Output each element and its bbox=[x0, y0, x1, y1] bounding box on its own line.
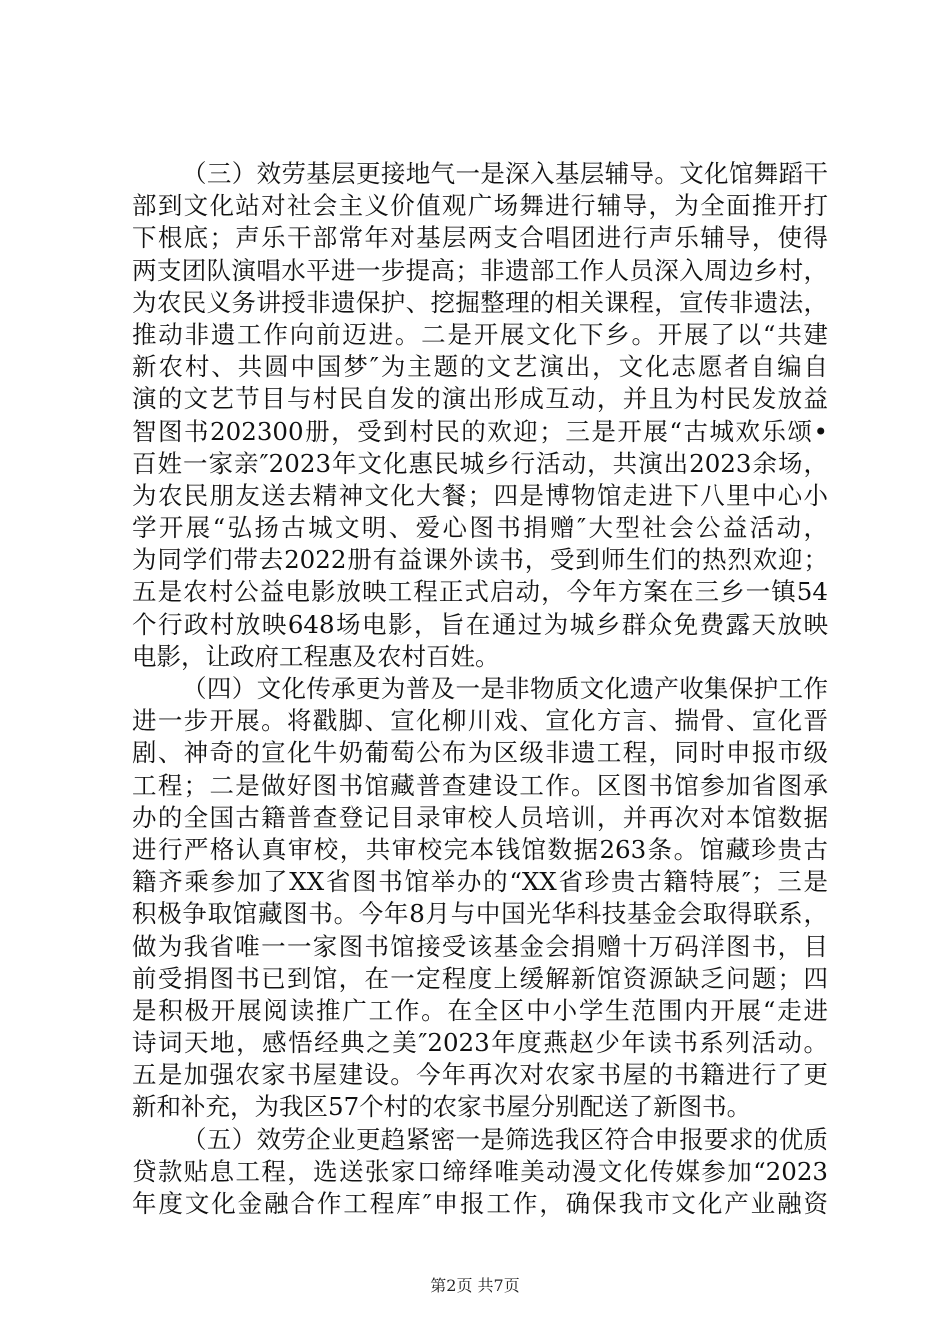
text-line: 进行严格认真审校，共审校完本钱馆数据263条。馆藏珍贵古 bbox=[132, 834, 828, 864]
text-line: 诗词天地，感悟经典之美″2023年度燕赵少年读书系列活动。 bbox=[132, 1028, 828, 1058]
text-line: 百姓一家亲″2023年文化惠民城乡行活动，共演出2023余场， bbox=[132, 448, 828, 478]
text-line: （五）效劳企业更趋紧密一是筛选我区符合申报要求的优质 bbox=[182, 1124, 828, 1154]
text-line: 为农民义务讲授非遗保护、挖掘整理的相关课程，宣传非遗法， bbox=[132, 287, 828, 317]
text-line: 年度文化金融合作工程库″申报工作，确保我市文化产业融资 bbox=[132, 1189, 828, 1218]
text-line: （三）效劳基层更接地气一是深入基层辅导。文化馆舞蹈干 bbox=[182, 159, 828, 188]
text-line: 个行政村放映648场电影，旨在通过为城乡群众免费露天放映 bbox=[132, 609, 828, 639]
document-body bbox=[132, 158, 828, 1220]
text-line: 前受捐图书已到馆，在一定程度上缓解新馆资源缺乏问题；四 bbox=[132, 963, 828, 993]
text-line: 办的全国古籍普查登记目录审校人员培训，并再次对本馆数据 bbox=[132, 802, 828, 832]
text-line: （四）文化传承更为普及一是非物质文化遗产收集保护工作 bbox=[182, 674, 828, 703]
text-line: 学开展“弘扬古城文明、爱心图书捐赠″大型社会公益活动， bbox=[132, 513, 828, 543]
text-line: 剧、神奇的宣化牛奶葡萄公布为区级非遗工程，同时申报市级 bbox=[132, 738, 828, 768]
text-line: 五是农村公益电影放映工程正式启动，今年方案在三乡一镇54 bbox=[132, 577, 828, 607]
page-number-footer: 第2页 共7页 bbox=[430, 1276, 520, 1295]
text-line: 电影，让政府工程惠及农村百姓。 bbox=[132, 641, 500, 671]
text-line: 新和补充，为我区57个村的农家书屋分别配送了新图书。 bbox=[132, 1092, 752, 1122]
text-line: 两支团队演唱水平进一步提高；非遗部工作人员深入周边乡村， bbox=[132, 255, 828, 285]
text-line: 推动非遗工作向前迈进。二是开展文化下乡。开展了以“共建 bbox=[132, 319, 828, 349]
text-line: 五是加强农家书屋建设。今年再次对农家书屋的书籍进行了更 bbox=[132, 1060, 828, 1090]
text-line: 贷款贴息工程，选送张家口缔绎唯美动漫文化传媒参加“2023 bbox=[132, 1156, 828, 1186]
text-line: 下根底；声乐干部常年对基层两支合唱团进行声乐辅导，使得 bbox=[132, 223, 828, 253]
text-line: 演的文艺节目与村民自发的演出形成互动，并且为村民发放益 bbox=[132, 384, 828, 414]
text-line: 是积极开展阅读推广工作。在全区中小学生范围内开展“走进 bbox=[132, 995, 828, 1025]
text-line: 做为我省唯一一家图书馆接受该基金会捐赠十万码洋图书，目 bbox=[132, 931, 828, 961]
text-line: 积极争取馆藏图书。今年8月与中国光华科技基金会取得联系， bbox=[132, 899, 828, 929]
text-line: 部到文化站对社会主义价值观广场舞进行辅导，为全面推开打 bbox=[132, 191, 828, 221]
text-line: 为农民朋友送去精神文化大餐；四是博物馆走进下八里中心小 bbox=[132, 480, 828, 510]
text-line: 籍齐乘参加了XX省图书馆举办的“XX省珍贵古籍特展″；三是 bbox=[132, 867, 828, 897]
text-line: 为同学们带去2022册有益课外读书，受到师生们的热烈欢迎； bbox=[132, 545, 828, 575]
text-line: 新农村、共圆中国梦″为主题的文艺演出，文化志愿者自编自 bbox=[132, 352, 828, 382]
text-line: 智图书202300册，受到村民的欢迎；三是开展“古城欢乐颂• bbox=[132, 416, 828, 446]
text-line: 工程；二是做好图书馆藏普查建设工作。区图书馆参加省图承 bbox=[132, 770, 828, 800]
text-line: 进一步开展。将戳脚、宣化柳川戏、宣化方言、揣骨、宣化晋 bbox=[132, 706, 828, 736]
